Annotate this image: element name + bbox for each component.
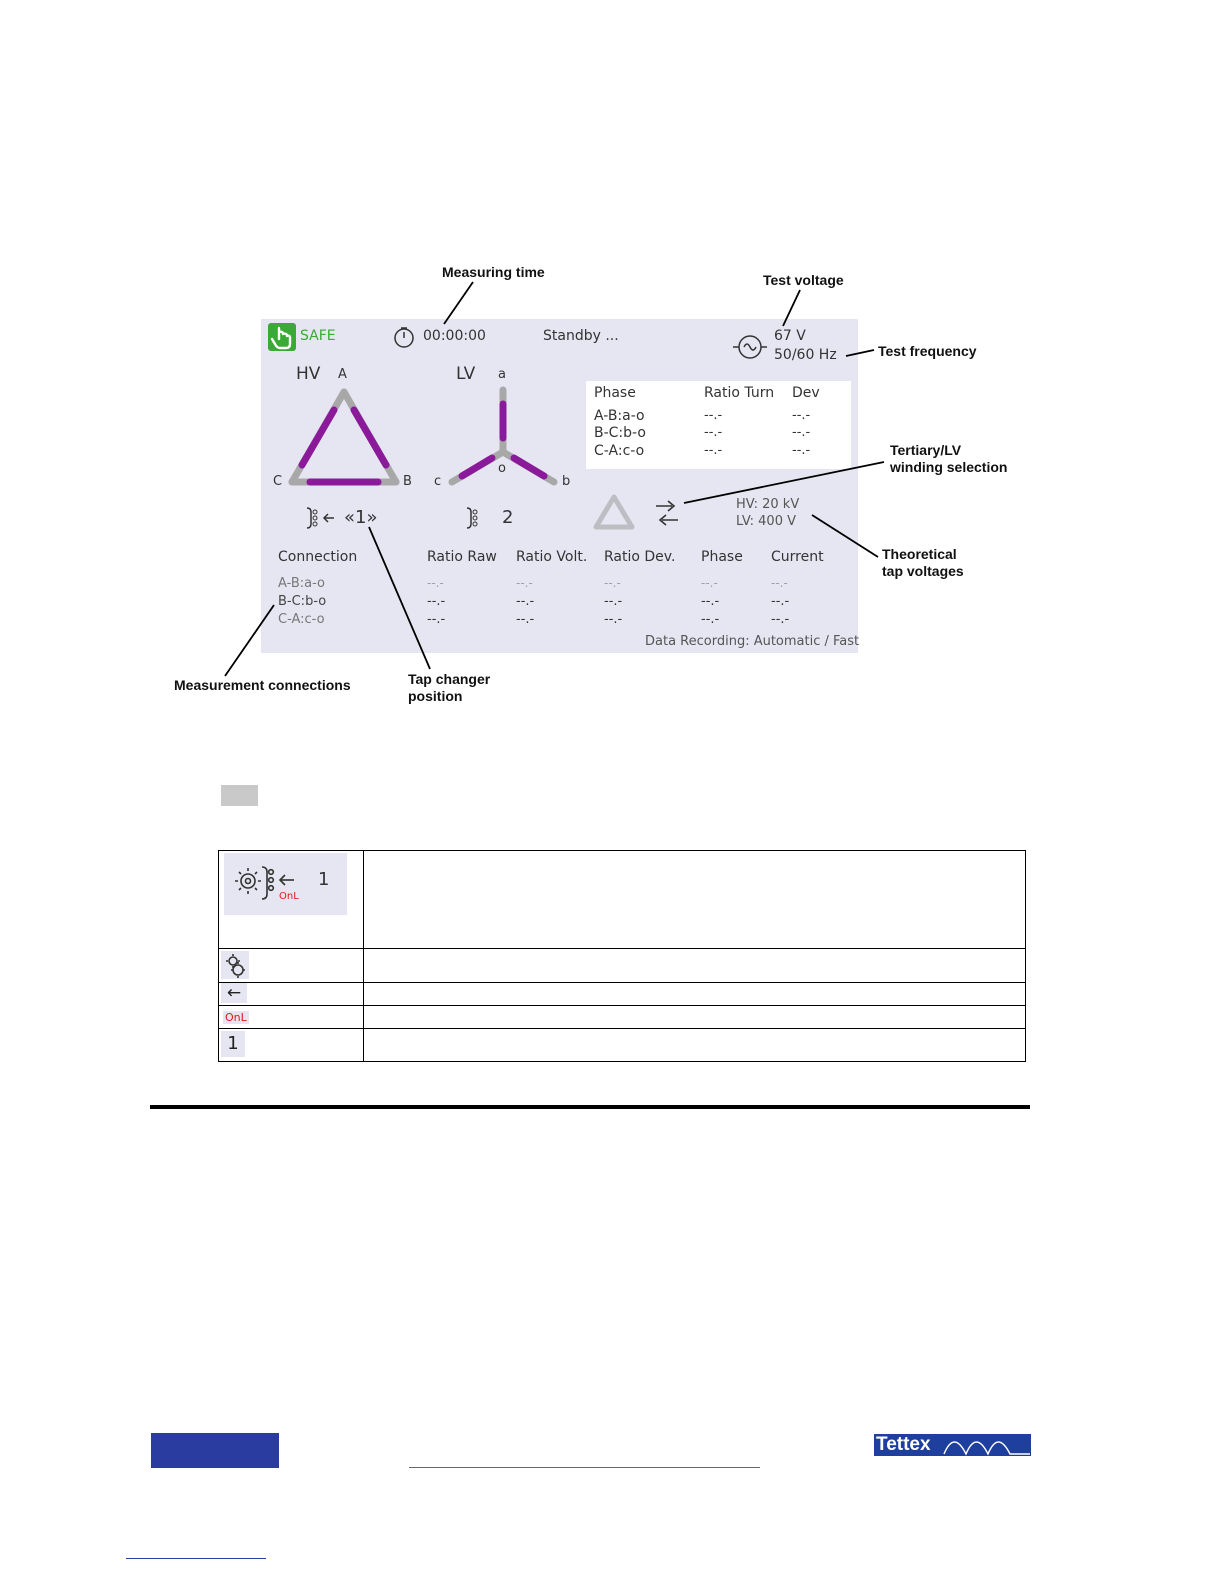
phase-table-cell: --.- (704, 425, 723, 440)
phase-table-cell: --.- (792, 408, 811, 423)
callout-test-frequency: Test frequency (878, 343, 977, 359)
section-divider (150, 1105, 1030, 1109)
test-voltage-value: 67 V (774, 328, 806, 344)
tettex-logo-text: Tettex (876, 1434, 931, 1455)
callout-tap-changer-position: Tap changer position (408, 671, 491, 704)
callout-measuring-time: Measuring time (442, 264, 545, 280)
measure-header-phase: Phase (701, 549, 743, 565)
lv-node-b: b (562, 474, 571, 489)
measure-cell: --.- (427, 576, 444, 590)
hv-tap-position: «1» (344, 507, 378, 528)
hv-node-a: A (338, 367, 347, 382)
lv-node-a: a (498, 367, 506, 382)
measure-header-ratio-volt: Ratio Volt. (516, 549, 588, 565)
lv-node-o: o (498, 461, 506, 476)
phase-table-cell: --.- (704, 408, 723, 423)
measure-cell: A-B:a-o (278, 576, 325, 591)
hv-label: HV (296, 364, 321, 384)
measure-cell: --.- (427, 612, 446, 627)
theoretical-lv-voltage: LV: 400 V (736, 514, 796, 529)
measure-header-current: Current (771, 549, 824, 565)
measure-header-ratio-dev: Ratio Dev. (604, 549, 676, 565)
measure-cell: B-C:b-o (278, 594, 327, 609)
measure-header-ratio-raw: Ratio Raw (427, 549, 497, 565)
phase-table-header-phase: Phase (594, 385, 636, 401)
legend-row-divider (219, 1005, 1025, 1006)
measure-cell: --.- (516, 576, 533, 590)
status-text: Standby ... (543, 328, 619, 344)
callout-leader-lines (0, 0, 1224, 760)
legend-row-divider (219, 1028, 1025, 1029)
callout-theoretical-tap-voltages: Theoretical tap voltages (882, 546, 964, 579)
data-recording-status: Data Recording: Automatic / Fast (645, 634, 860, 649)
phase-table-cell: --.- (792, 425, 811, 440)
footer-link-underline (126, 1558, 266, 1559)
phase-table-cell: --.- (792, 443, 811, 458)
legend-onl-label: OnL (225, 1011, 247, 1024)
lv-node-c: c (434, 474, 442, 489)
tap-number-glyph: 1 (221, 1031, 245, 1057)
measure-cell: --.- (771, 576, 788, 590)
callout-tertiary-lv: Tertiary/LV winding selection (890, 442, 1008, 475)
measure-header-connection: Connection (278, 549, 358, 565)
phase-table-header-ratio-turn: Ratio Turn (704, 385, 775, 401)
legend-row-divider (219, 948, 1025, 949)
measure-cell: C-A:c-o (278, 612, 325, 627)
callout-measurement-connections: Measurement connections (174, 677, 351, 693)
measure-cell: --.- (701, 612, 720, 627)
tettex-logo (874, 1434, 1031, 1456)
legend-example-onl-label: OnL (279, 891, 299, 902)
legend-column-separator (363, 851, 364, 1061)
measure-cell: --.- (604, 576, 621, 590)
phase-table-header-dev: Dev (792, 385, 820, 401)
hv-node-c: C (273, 474, 283, 489)
measure-cell: --.- (427, 594, 446, 609)
grey-marker-box (221, 785, 258, 806)
measure-cell: --.- (771, 594, 790, 609)
hv-node-b: B (403, 474, 412, 489)
measure-cell: --.- (604, 594, 623, 609)
phase-table-cell: B-C:b-o (594, 425, 646, 441)
measure-cell: --.- (771, 612, 790, 627)
footer-underline (409, 1467, 760, 1468)
legend-example-tap-number: 1 (318, 869, 330, 890)
left-arrow-icon: ← (221, 983, 247, 1003)
footer-blue-block (151, 1433, 279, 1468)
lv-label: LV (456, 364, 476, 384)
phase-table-cell: --.- (704, 443, 723, 458)
phase-table-cell: C-A:c-o (594, 443, 645, 459)
measuring-time-value: 00:00:00 (423, 328, 486, 344)
measure-cell: --.- (701, 576, 718, 590)
measure-cell: --.- (604, 612, 623, 627)
lv-tap-position: 2 (502, 507, 514, 528)
theoretical-hv-voltage: HV: 20 kV (736, 497, 800, 512)
callout-test-voltage: Test voltage (763, 272, 844, 288)
safe-label: SAFE (300, 328, 336, 344)
measure-cell: --.- (516, 594, 535, 609)
measure-cell: --.- (516, 612, 535, 627)
gear-icon (221, 951, 249, 979)
legend-row-divider (219, 982, 1025, 983)
phase-table-cell: A-B:a-o (594, 408, 645, 424)
test-frequency-value: 50/60 Hz (774, 347, 837, 363)
measure-cell: --.- (701, 594, 720, 609)
